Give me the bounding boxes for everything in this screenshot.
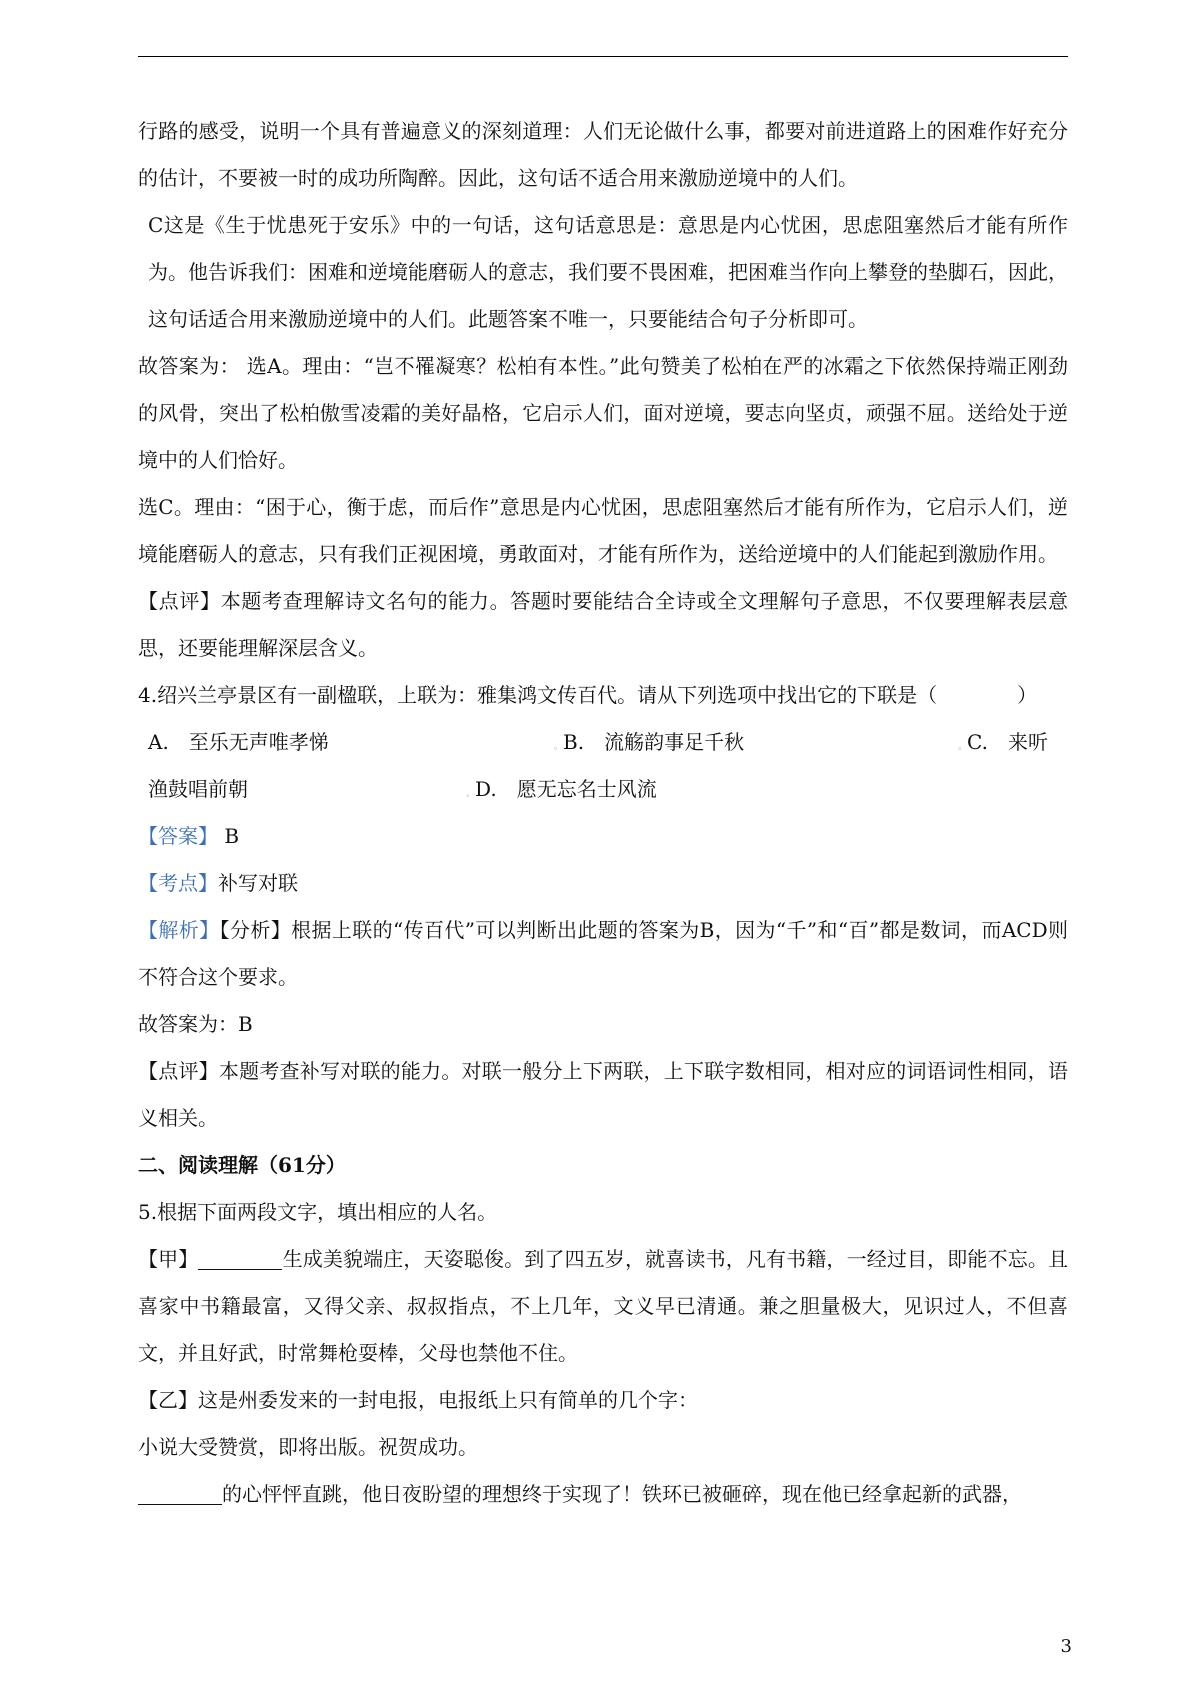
question-4-stem: 4.绍兴兰亭景区有一副楹联，上联为：雅集鸿文传百代。请从下列选项中找出它的下联是（ ） [138,683,1038,707]
option-c-continued: 渔鼓唱前朝 [148,777,248,801]
passage-last [138,1471,1068,1518]
question-5-stem: 5.根据下面两段文字，填出相应的人名。 [138,1200,498,1224]
paragraph-2: C这是《生于忧患死于安乐》中的一句话，这句话意思是：意思是内心忧困，思虑阻塞然后才能有所作为。他告诉我们：困难和逆境能磨砺人的意志，我们要不畏困难，把困难当作向上攀登的垫脚石，因此，这句话适合用来激励逆境中的人们。此题答案不唯一，只要能结合句子分析即可。 [148,213,1068,331]
section-2-heading: 二、阅读理解（61分） [138,1153,346,1177]
answer-value: B [224,824,240,848]
option-d-wrap [466,766,657,818]
option-b-dot: 。 [554,742,564,752]
point-value: 补写对联 [218,871,298,895]
last-text: 的心怦怦直跳，他日夜盼望的理想终于实现了！铁环已被砸碎，现在他已经拿起新的武器， [222,1482,1022,1506]
last-blank [138,1484,222,1505]
paragraph-1: 行路的感受，说明一个具有普遍意义的深刻道理：人们无论做什么事，都要对前进道路上的困难作好充分的估计，不要被一时的成功所陶醉。因此，这句话不适合用来激励逆境中的人们。 [138,119,1068,190]
jia-label: 【甲】 [138,1247,199,1271]
question-4-options [138,719,1068,813]
header-rule [138,56,1068,57]
yi-text: 这是州委发来的一封电报，电报纸上只有简单的几个字： [198,1388,698,1412]
q4-comment: 【点评】本题考查补写对联的能力。对联一般分上下两联，上下联字数相同，相对应的词语词性相同，语义相关。 [138,1059,1068,1130]
analysis-line [138,907,1068,1001]
comment-paragraph: 【点评】本题考查理解诗文名句的能力。答题时要能结合全诗或全文理解句子意思，不仅要理解表层意思，还要能理解深层含义。 [138,589,1068,660]
point-line [138,860,1068,907]
answer-label: 【答案】 [138,824,218,848]
conclusion-line: 故答案为：B [138,1012,253,1036]
paragraph-3: 故答案为： 选A。理由：“岂不罹凝寒？松柏有本性。”此句赞美了松柏在严的冰霜之下依然保持端正刚劲的风骨，突出了松柏傲雪凌霜的美好晶格，它启示人们，面对逆境，要志向坚贞，顽强不屈。送给处于逆境中的人们恰好。 [138,354,1068,472]
jia-text: 生成美貌端庄，天姿聪俊。到了四五岁，就喜读书，凡有书籍，一经过目，即能不忘。且喜家中书籍最富，又得父亲、叔叔指点，不上几年，文义早已清通。兼之胆量极大，见识过人，不但喜文，并且好武，时常舞枪耍棒，父母也禁他不住。 [138,1247,1069,1365]
passage-yi [138,1377,1068,1424]
page-number: 3 [1060,1636,1072,1657]
analysis-label: 【解析】 [138,918,220,942]
passage-jia [138,1236,1068,1377]
option-c-wrap [958,719,1048,771]
option-d: D. 愿无忘名士风流 [475,777,657,801]
answer-line [138,813,1068,860]
option-a: A. 至乐无声唯孝悌 [148,730,329,754]
option-b-wrap [554,719,744,771]
option-d-dot: 。 [466,789,476,799]
analysis-text: 【分析】根据上联的“传百代”可以判断出此题的答案为B，因为“千”和“百”都是数词，而ACD则不符合这个要求。 [138,918,1068,989]
yi-label: 【乙】 [138,1388,198,1412]
jia-blank [198,1249,282,1270]
option-b: B. 流觞韵事足千秋 [563,730,745,754]
option-c-dot: 。 [958,742,968,752]
telegram-text: 小说大受赞赏，即将出版。祝贺成功。 [138,1435,478,1459]
paragraph-4: 选C。理由：“困于心，衡于虑，而后作”意思是内心忧困，思虑阻塞然后才能有所作为，它启示人们，逆境能磨砺人的意志，只有我们正视困境，勇敢面对，才能有所作为，送给逆境中的人们能起到激励作用。 [138,495,1068,566]
option-c: C. 来听 [967,730,1048,754]
point-label: 【考点】 [138,871,218,895]
document-body [138,108,1068,1518]
